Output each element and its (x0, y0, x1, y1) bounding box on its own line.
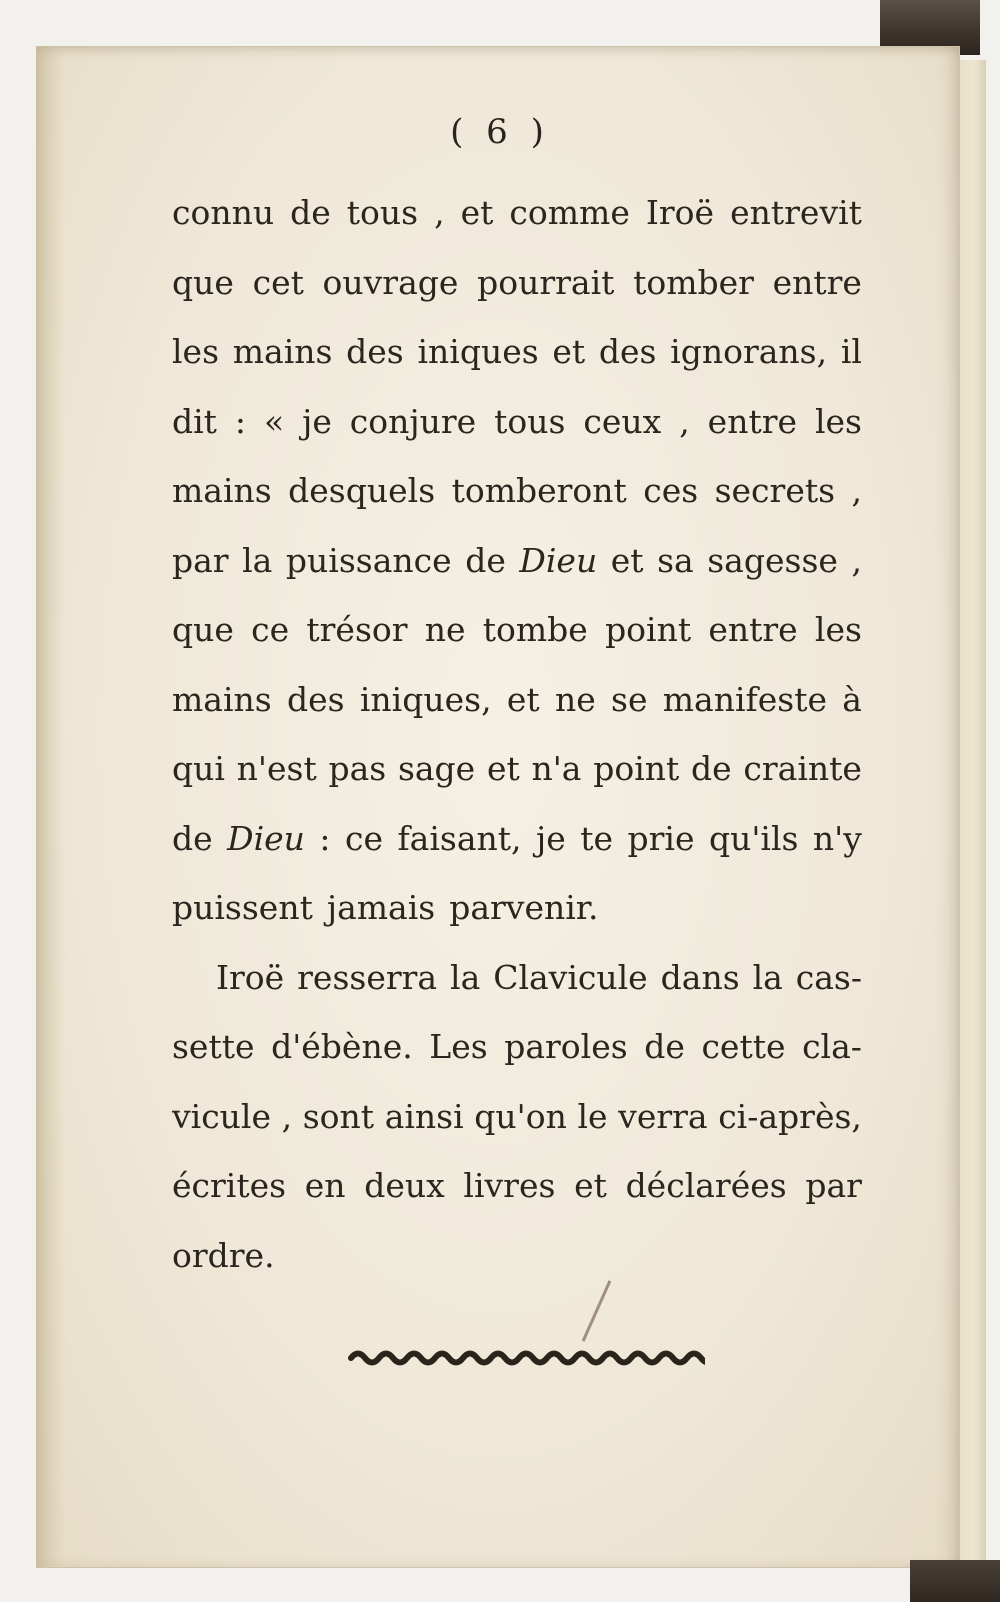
wavy-tailpiece-ornament (345, 1340, 705, 1376)
text-line: que cet ouvrage pourrait tomber entre (172, 262, 862, 302)
text-line: de Dieu : ce faisant, je te prie qu'ils n'y (172, 818, 862, 858)
text-line: dit : « je conjure tous ceux , entre les (172, 401, 862, 441)
text-line: connu de tous , et comme Iroë entrevit (172, 193, 862, 232)
text-line: sette d'ébène. Les paroles de cette cla- (172, 1027, 862, 1066)
text-line: les mains des iniques et des ignorans, il (172, 332, 862, 371)
text-line: par la puissance de Dieu et sa sagesse , (172, 540, 862, 580)
text-line: mains des iniques, et ne se manifeste à (172, 679, 862, 719)
text-line: puissent jamais parvenir. (172, 888, 599, 927)
page-gutter-shadow (36, 46, 66, 1566)
text-line: qui n'est pas sage et n'a point de crainte (172, 749, 862, 788)
text-line: Iroë resserra la Clavicule dans la cas- (216, 957, 862, 997)
text-line: ordre. (172, 1235, 275, 1275)
text-line: vicule , sont ainsi qu'on le verra ci-après, (172, 1096, 862, 1136)
text-line: écrites en deux livres et déclarées par (172, 1166, 862, 1205)
binding-bottom (910, 1560, 1000, 1602)
body-text (172, 178, 862, 1290)
text-line: mains desquels tomberont ces secrets , (172, 471, 862, 510)
page-number: ( 6 ) (450, 112, 550, 152)
text-line: que ce trésor ne tombe point entre les (172, 610, 862, 649)
